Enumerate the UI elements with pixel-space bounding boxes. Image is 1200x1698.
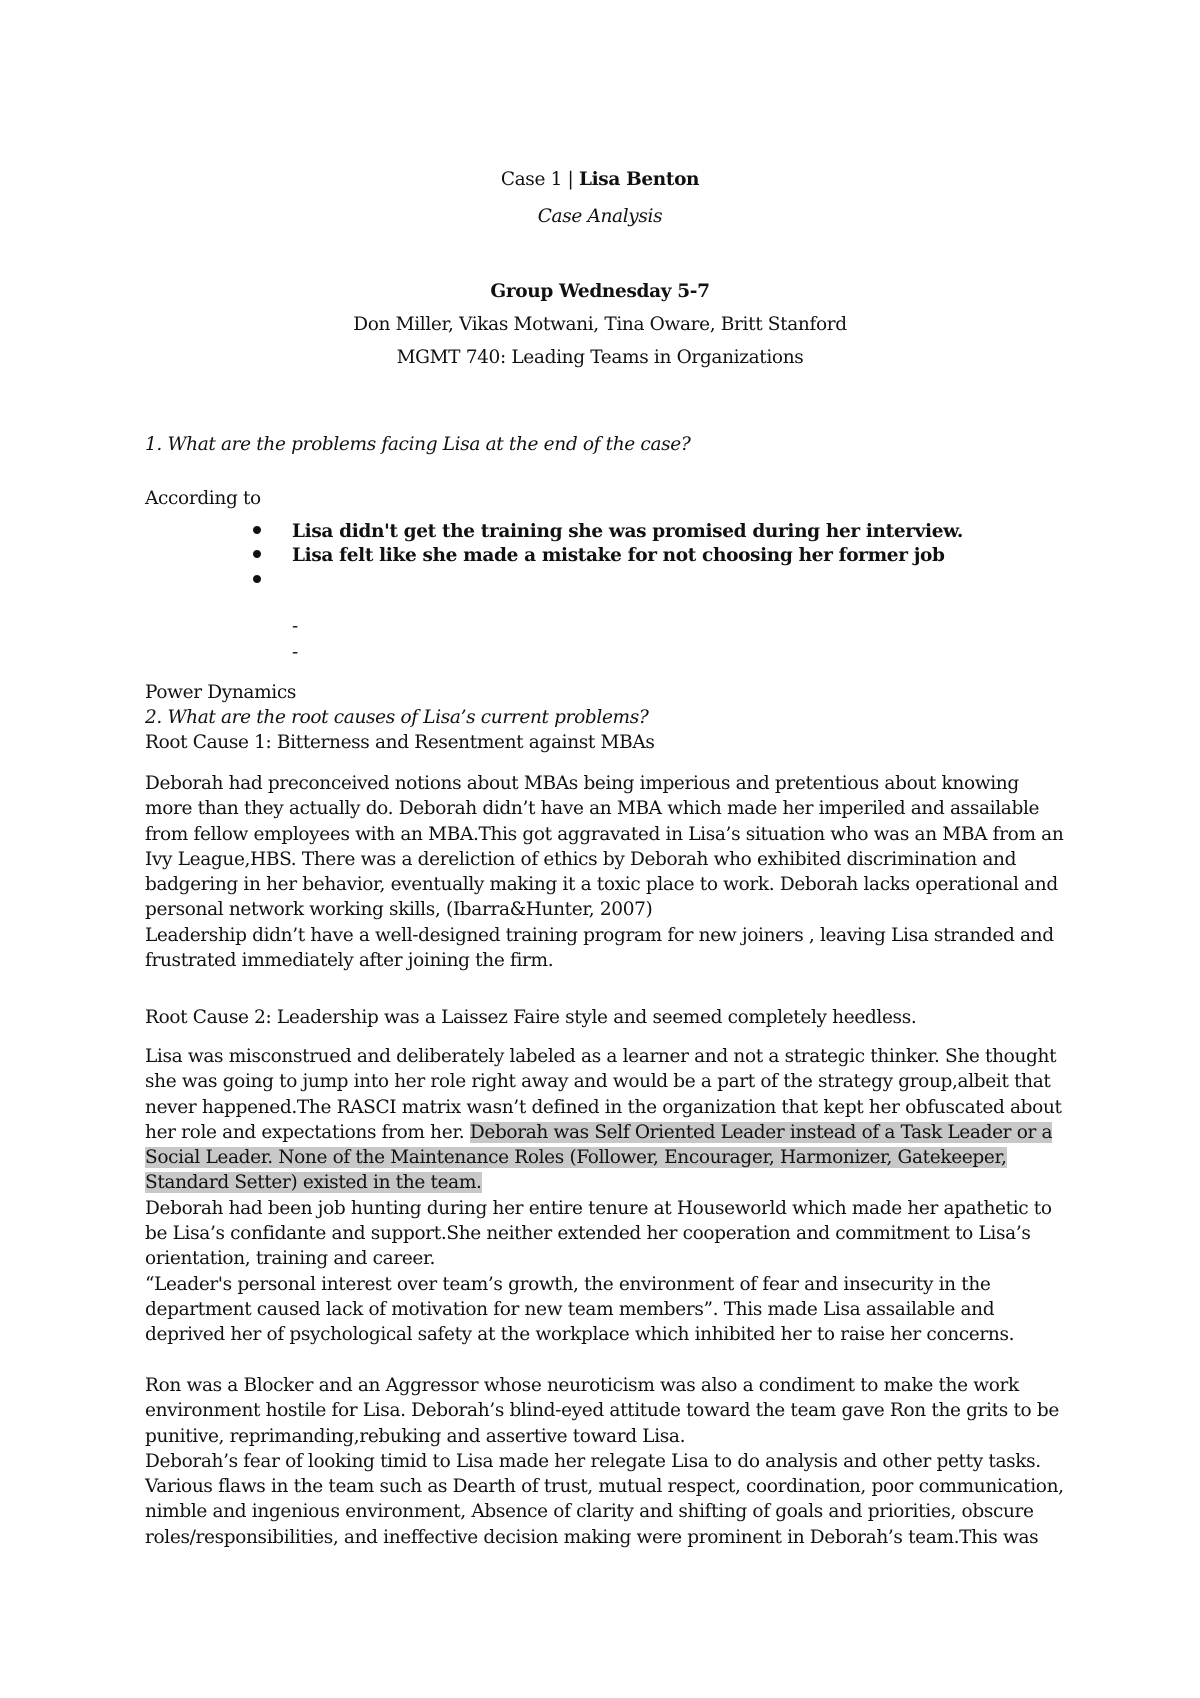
paragraph: “Leader's personal interest over team’s growth, the environment of fear and insecurity in the department caused lack of motivation for new team members”. This made Lisa assailable and deprived her of psychological safety at the workplace which inhibited her to raise her concerns. <box>145 1273 1015 1346</box>
paragraph: Ron was a Blocker and an Aggressor whose neuroticism was also a condiment to make the work environment hostile for Lisa. Deborah’s blind-eyed attitude toward the team gave Ron the grits to be punitive, reprimanding,rebuking and assertive toward Lisa. <box>145 1375 1059 1447</box>
question-2: 2. What are the root causes of Lisa’s current problems? <box>145 707 649 728</box>
bullet-marker <box>253 575 261 583</box>
group-members: Don Miller, Vikas Motwani, Tina Oware, Britt Stanford <box>353 314 847 335</box>
case-prefix: Case 1 | <box>500 169 579 190</box>
bullet-item: Lisa felt like she made a mistake for not choosing her former job <box>292 545 945 566</box>
bullet-marker <box>253 550 261 558</box>
question-1: 1. What are the problems facing Lisa at the end of the case? <box>145 434 691 455</box>
paragraph: Deborah had preconceived notions about MBAs being imperious and pretentious about knowing more than they actually do. Deborah didn’t have an MBA which made her imperiled and assailable from fellow employees with an MBA.This got aggravated in Lisa’s situation who was an MBA from an Ivy League,HBS. There was a dereliction of ethics by Deborah who exhibited discrimination and badgering in her behavior, eventually making it a toxic place to work. Deborah lacks operational and personal network working skills, (Ibarra&Hunter, 2007) <box>145 773 1064 921</box>
paragraph-text: Lisa was misconstrued and deliberately labeled as a learner and not a strategic thinker. She thought she was going to jump into her role right away and would be a part of the strategy group,albeit that never happened.The RASCI matrix wasn’t defined in the organization that kept her obfuscated about her role and expectations from her. <box>145 1046 1062 1143</box>
according-to: According to <box>145 488 261 509</box>
case-name: Lisa Benton <box>578 169 700 190</box>
paragraph <box>145 1044 1065 1196</box>
root-cause-2-continued <box>145 1373 1065 1550</box>
paragraph: Deborah’s fear of looking timid to Lisa made her relegate Lisa to do analysis and other petty tasks. Various flaws in the team such as Dearth of trust, mutual respect, coordination, poor communication, nimble and ingenious environment, Absence of clarity and shifting of goals and priorities, obscure roles/responsibilities, and ineffective decision making were prominent in Deborah’s team.This was <box>145 1450 1064 1548</box>
paragraph: Leadership didn’t have a well-designed training program for new joiners , leaving Lisa stranded and frustrated immediately after joining the firm. <box>145 924 1054 972</box>
paragraph: Deborah had been job hunting during her entire tenure at Houseworld which made her apathetic to be Lisa’s confidante and support.She neither extended her cooperation and commitment to Lisa’s orientation, training and career. <box>145 1197 1052 1270</box>
case-subtitle: Case Analysis <box>537 206 663 227</box>
root-cause-2-heading: Root Cause 2: Leadership was a Laissez Faire style and seemed completely heedless. <box>145 1007 917 1028</box>
case-title <box>0 167 1200 192</box>
bullet-item: Lisa didn't get the training she was promised during her interview. <box>292 521 963 542</box>
group-heading: Group Wednesday 5-7 <box>490 281 710 302</box>
root-cause-2-body <box>145 1044 1065 1348</box>
power-dynamics-label: Power Dynamics <box>145 682 296 703</box>
bullet-marker <box>253 526 261 534</box>
root-cause-1-heading: Root Cause 1: Bitterness and Resentment against MBAs <box>145 732 655 753</box>
root-cause-1-body <box>145 771 1065 973</box>
dash-item: - <box>292 642 298 663</box>
dash-item: - <box>292 616 298 637</box>
course-name: MGMT 740: Leading Teams in Organizations <box>396 347 804 368</box>
highlighted-text: Deborah was Self Oriented Leader instead of a Task Leader or a Social Leader. None of the Maintenance Roles (Follower, Encourager, Harmonizer, Gatekeeper, Standard Setter) existed in the team. <box>145 1121 1053 1194</box>
